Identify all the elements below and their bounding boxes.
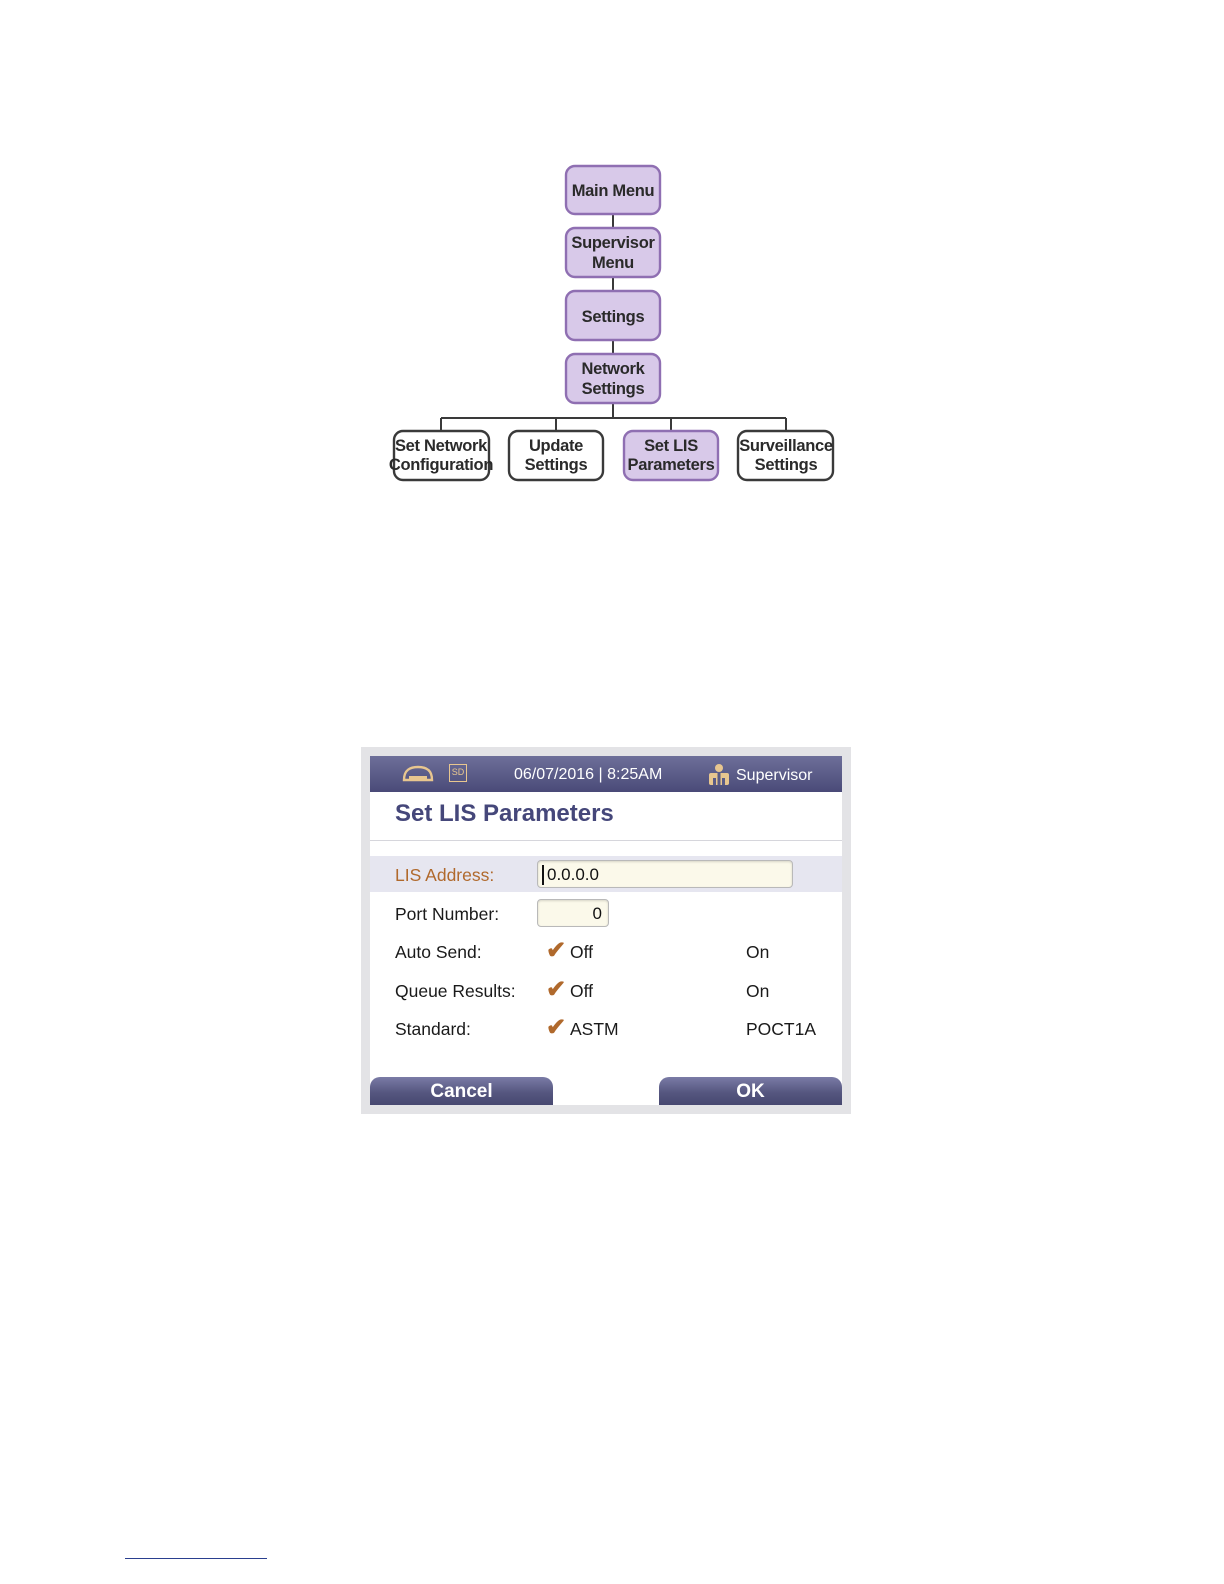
title-area (370, 792, 842, 841)
svg-text:Settings: Settings (524, 456, 588, 474)
queue-results-row (370, 972, 842, 1008)
node-surveillance-settings (738, 431, 833, 480)
auto-send-on-option[interactable]: On (746, 942, 770, 962)
standard-astm-option[interactable]: ASTM (570, 1019, 619, 1039)
menu-navigation-diagram (0, 0, 1224, 520)
svg-text:Network: Network (581, 360, 645, 378)
port-number-row (370, 895, 842, 931)
sd-card-icon: SD (449, 764, 467, 782)
standard-label: Standard: (395, 1019, 471, 1039)
lis-address-input[interactable] (537, 860, 793, 888)
ok-button[interactable]: OK (659, 1077, 842, 1105)
svg-text:Menu: Menu (592, 254, 634, 272)
port-number-input[interactable] (537, 899, 609, 927)
footnote-divider (125, 1558, 267, 1559)
text-caret (542, 865, 544, 885)
svg-text:Parameters: Parameters (627, 456, 715, 474)
node-settings (566, 291, 660, 340)
auto-send-off-option[interactable]: Off (570, 942, 594, 962)
node-set-network-configuration (389, 431, 493, 480)
auto-send-row (370, 933, 842, 969)
standard-poct1a-option[interactable]: POCT1A (746, 1019, 817, 1039)
page-title: Set LIS Parameters (395, 800, 614, 827)
user-role-label: Supervisor (736, 767, 813, 784)
svg-text:Main Menu: Main Menu (571, 182, 655, 200)
device-screenshot-frame (361, 747, 851, 1114)
node-network-settings (566, 354, 660, 403)
node-update-settings (509, 431, 603, 480)
checkmark-icon: ✔ (546, 937, 567, 964)
status-bar (370, 756, 842, 792)
lis-address-value: 0.0.0.0 (547, 865, 599, 884)
svg-text:Settings: Settings (581, 308, 645, 326)
node-supervisor-menu (566, 228, 660, 277)
svg-text:Settings: Settings (581, 380, 645, 398)
svg-text:Set Network: Set Network (394, 437, 488, 455)
svg-text:Configuration: Configuration (388, 456, 494, 474)
auto-send-label: Auto Send: (395, 942, 482, 962)
standard-row (370, 1010, 842, 1046)
svg-text:Surveillance: Surveillance (739, 437, 833, 455)
cancel-button[interactable]: Cancel (370, 1077, 553, 1105)
user-icon (708, 763, 730, 785)
svg-text:Update: Update (528, 437, 584, 455)
lis-address-row (370, 856, 842, 892)
queue-results-on-option[interactable]: On (746, 981, 770, 1001)
svg-text:Supervisor: Supervisor (571, 234, 655, 252)
svg-text:Set LIS: Set LIS (644, 437, 698, 455)
lis-address-label: LIS Address: (395, 865, 495, 885)
checkmark-icon: ✔ (546, 1014, 567, 1041)
checkmark-icon: ✔ (546, 976, 567, 1003)
queue-results-off-option[interactable]: Off (570, 981, 594, 1001)
drive-icon (401, 765, 435, 783)
device-screen (370, 756, 842, 1105)
node-main-menu (566, 166, 660, 214)
datetime-display: 06/07/2016 | 8:25AM (514, 766, 663, 783)
node-set-lis-parameters (624, 431, 718, 480)
port-number-label: Port Number: (395, 904, 500, 924)
svg-text:Settings: Settings (754, 456, 818, 474)
port-number-value: 0 (592, 904, 602, 923)
queue-results-label: Queue Results: (395, 981, 516, 1001)
